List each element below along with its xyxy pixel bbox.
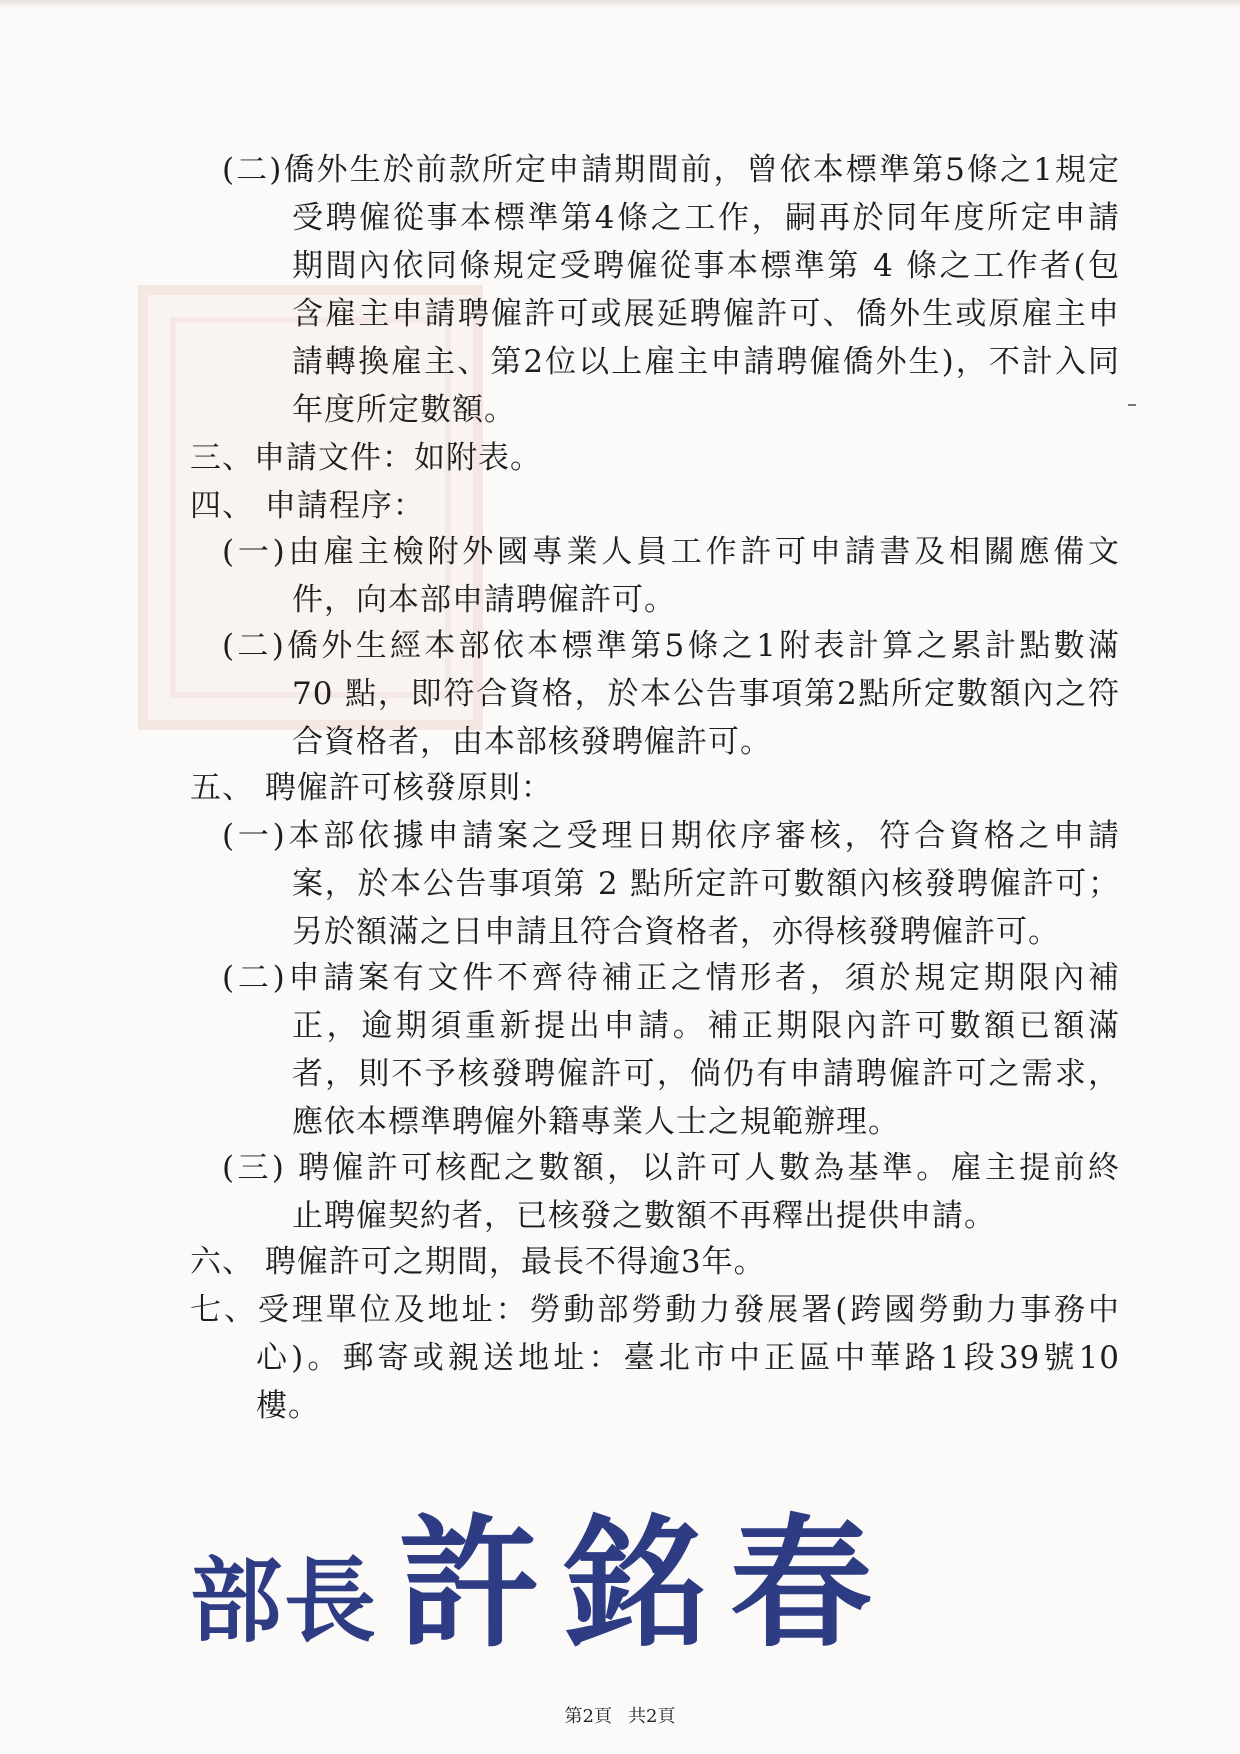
text-line: 正，逾期須重新提出申請。補正期限內許可數額已額滿 (292, 1008, 1120, 1044)
text-line: (二)僑外生經本部依本標準第5條之1附表計算之累計點數滿 (222, 628, 1120, 664)
minister-signature (190, 1470, 896, 1674)
page-number: 第2頁 (564, 1706, 612, 1727)
text-line: 受聘僱從事本標準第4條之工作，嗣再於同年度所定申請 (292, 200, 1120, 236)
page-total: 共2頁 (628, 1706, 676, 1727)
text-line: (一)由雇主檢附外國專業人員工作許可申請書及相關應備文 (222, 534, 1120, 570)
page-footer (0, 1702, 1240, 1728)
section-heading: 七、受理單位及地址：勞動部勞動力發展署(跨國勞動力事務中 (190, 1292, 1120, 1328)
text-line: 含雇主申請聘僱許可或展延聘僱許可、僑外生或原雇主申 (292, 296, 1120, 332)
scan-mark (1128, 404, 1136, 406)
text-line: 止聘僱契約者，已核發之數額不再釋出提供申請。 (292, 1198, 996, 1234)
text-line: 年度所定數額。 (292, 392, 516, 428)
section-heading: 五、 聘僱許可核發原則： (190, 770, 553, 806)
text-line: 件，向本部申請聘僱許可。 (292, 582, 676, 618)
text-line: 者，則不予核發聘僱許可，倘仍有申請聘僱許可之需求， (292, 1056, 1120, 1092)
text-line: (三) 聘僱許可核配之數額，以許可人數為基準。雇主提前終 (222, 1150, 1120, 1186)
text-line: (二)僑外生於前款所定申請期間前，曾依本標準第5條之1規定 (222, 152, 1120, 188)
text-line: (二)申請案有文件不齊待補正之情形者，須於規定期限內補 (222, 960, 1120, 996)
scan-edge (0, 0, 1240, 8)
text-line: 樓。 (256, 1388, 320, 1424)
text-line: 合資格者，由本部核發聘僱許可。 (292, 724, 772, 760)
text-line: 應依本標準聘僱外籍專業人士之規範辦理。 (292, 1104, 900, 1140)
signature-name: 許銘春 (398, 1501, 897, 1667)
section-heading: 三、申請文件：如附表。 (190, 440, 542, 476)
text-line: 70 點，即符合資格，於本公告事項第2點所定數額內之符 (292, 676, 1120, 712)
text-line: (一)本部依據申請案之受理日期依序審核，符合資格之申請 (222, 818, 1120, 854)
text-line: 期間內依同條規定受聘僱從事本標準第 4 條之工作者(包 (292, 248, 1120, 284)
text-line: 案，於本公告事項第 2 點所定許可數額內核發聘僱許可； (292, 866, 1120, 902)
signature-title: 部長 (190, 1547, 379, 1655)
section-heading: 四、 申請程序： (190, 488, 425, 524)
text-line: 心)。郵寄或親送地址：臺北市中正區中華路1段39號10 (256, 1340, 1120, 1376)
section-heading: 六、 聘僱許可之期間，最長不得逾3年。 (190, 1244, 766, 1280)
text-line: 請轉換雇主、第2位以上雇主申請聘僱僑外生)，不計入同 (292, 344, 1120, 380)
text-line: 另於額滿之日申請且符合資格者，亦得核發聘僱許可。 (292, 914, 1060, 950)
